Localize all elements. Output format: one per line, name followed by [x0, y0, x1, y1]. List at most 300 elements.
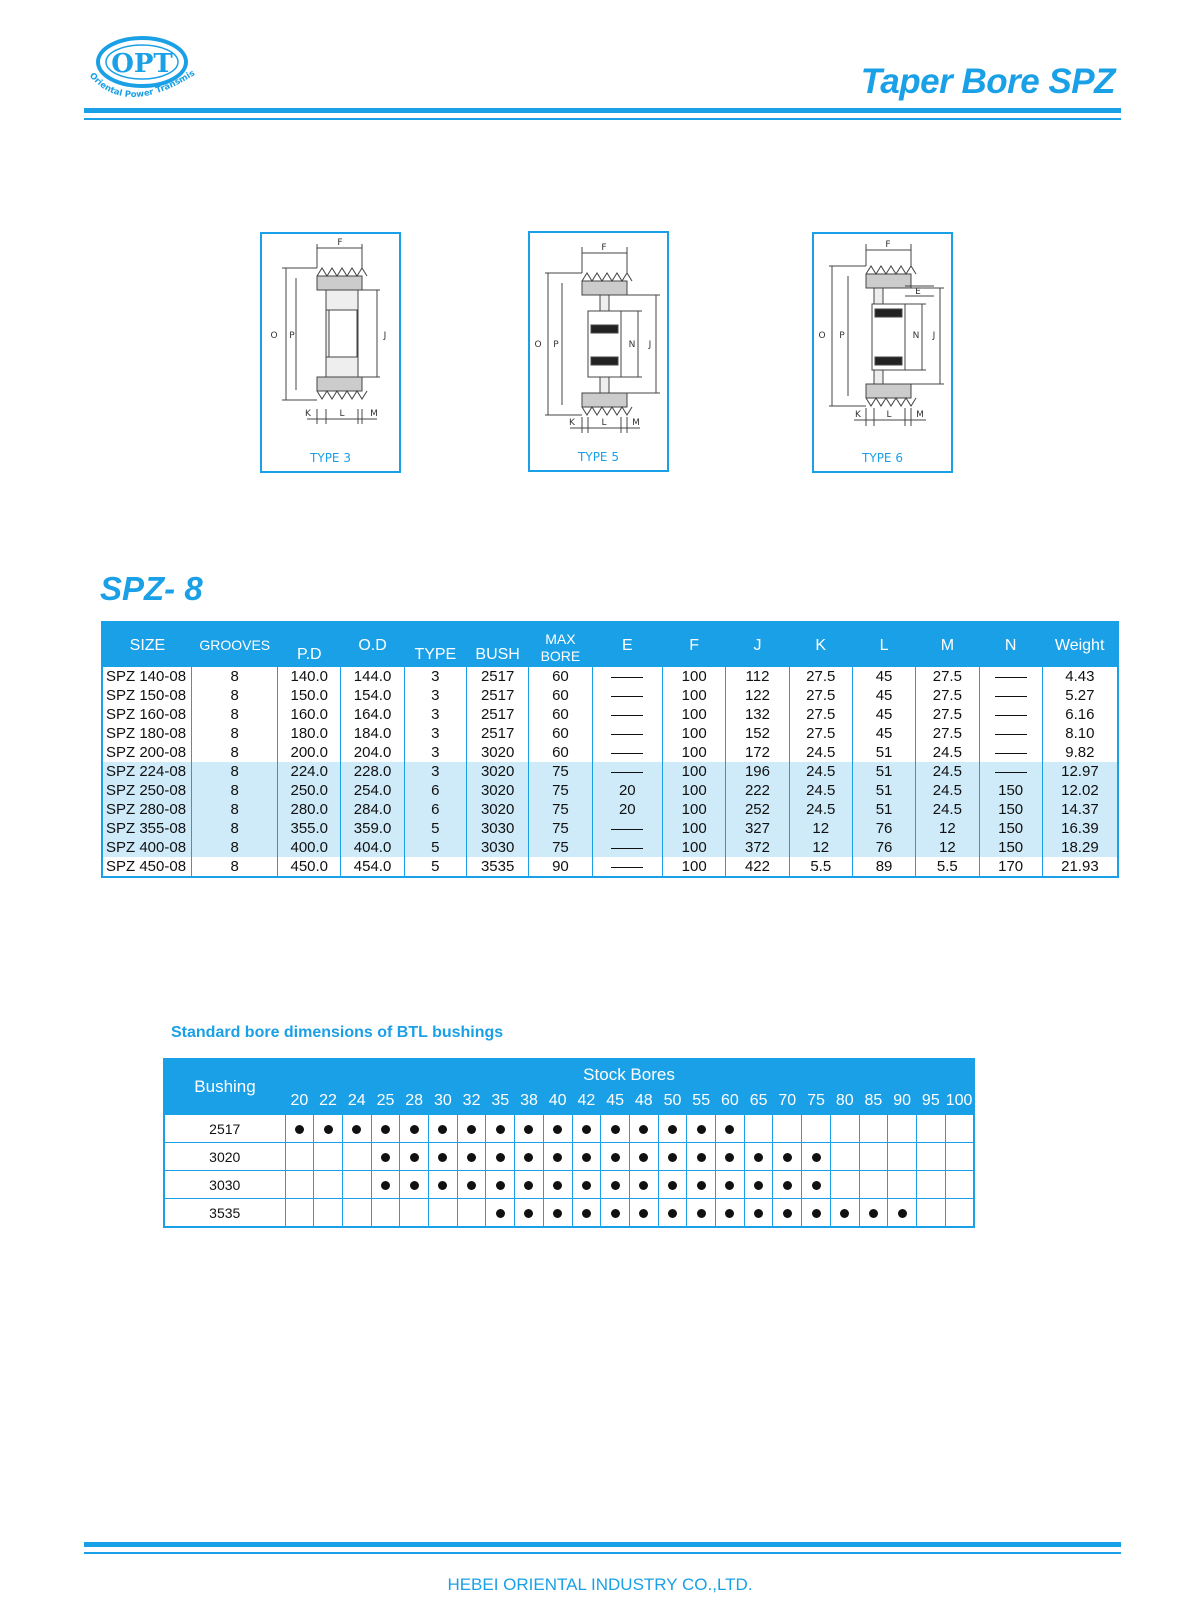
stock-dot: [582, 1125, 591, 1134]
svg-text:L: L: [886, 410, 892, 420]
table-row: [102, 857, 1118, 877]
bore-cell: [515, 1171, 544, 1199]
cell-l: 51: [852, 743, 915, 762]
cell-f: 100: [663, 762, 726, 781]
dash-mark: [995, 715, 1027, 716]
drawing-caption: TYPE 3: [310, 451, 351, 465]
stock-dot: [611, 1153, 620, 1162]
bore-cell: [716, 1171, 745, 1199]
dash-mark: [995, 734, 1027, 735]
stock-dot: [898, 1209, 907, 1218]
stock-dot: [467, 1153, 476, 1162]
cell-l: 45: [852, 686, 915, 705]
stock-dot: [639, 1153, 648, 1162]
cell-l: 45: [852, 724, 915, 743]
page-title: Taper Bore SPZ: [860, 62, 1115, 101]
cell-k: 24.5: [789, 800, 852, 819]
bore-table-body: [164, 1115, 974, 1228]
bore-cell: [687, 1199, 716, 1228]
bore-cell: [687, 1115, 716, 1143]
bore-row: [164, 1171, 974, 1199]
stock-dot: [553, 1125, 562, 1134]
bore-cell: [945, 1199, 974, 1228]
pulley-diagram-type-5: [530, 233, 671, 474]
bore-cell: [572, 1115, 601, 1143]
bore-cell: [716, 1115, 745, 1143]
cell-type: 3: [404, 705, 466, 724]
bore-cell: [601, 1115, 630, 1143]
bore-cell: [486, 1199, 515, 1228]
stock-dot: [611, 1181, 620, 1190]
cell-type: 3: [404, 686, 466, 705]
stock-dot: [697, 1153, 706, 1162]
cell-grooves: 8: [192, 819, 278, 838]
stock-dot: [611, 1125, 620, 1134]
cell-size: SPZ 180-08: [106, 725, 187, 742]
stock-dot: [410, 1125, 419, 1134]
cell-n: 150: [979, 800, 1042, 819]
bore-cell: [658, 1115, 687, 1143]
bore-cell: [400, 1171, 429, 1199]
cell-f: 100: [663, 667, 726, 686]
cell-grooves: 8: [192, 857, 278, 877]
dash-mark: [611, 734, 643, 735]
svg-text:M: M: [632, 418, 640, 428]
cell-j: 252: [726, 800, 789, 819]
cell-bush: 2517: [466, 724, 528, 743]
bore-cell: [342, 1171, 371, 1199]
stock-dot: [668, 1153, 677, 1162]
cell-m: 24.5: [916, 800, 979, 819]
bore-size-header: 24: [342, 1088, 371, 1115]
svg-text:O: O: [818, 331, 826, 341]
cell-grooves: 8: [192, 781, 278, 800]
cell-type: 5: [404, 819, 466, 838]
cell-f: 100: [663, 724, 726, 743]
bore-size-header: 70: [773, 1088, 802, 1115]
cell-od: 254.0: [341, 781, 404, 800]
cell-max-bore: 60: [529, 724, 592, 743]
stock-dot: [524, 1209, 533, 1218]
drawing-caption: TYPE 6: [862, 451, 903, 465]
svg-text:O: O: [270, 331, 278, 341]
bore-cell: [515, 1199, 544, 1228]
bore-cell: [802, 1115, 831, 1143]
stock-dot: [783, 1153, 792, 1162]
bore-cell: [802, 1171, 831, 1199]
bushing-label: 3030: [164, 1171, 285, 1199]
cell-max-bore: 75: [529, 838, 592, 857]
bore-cell: [916, 1171, 945, 1199]
stock-dot: [697, 1125, 706, 1134]
cell-pd: 200.0: [278, 743, 341, 762]
cell-max-bore: 60: [529, 667, 592, 686]
bore-row: [164, 1143, 974, 1171]
stock-dot: [582, 1153, 591, 1162]
stock-dot: [668, 1181, 677, 1190]
stock-dot: [438, 1153, 447, 1162]
bore-cell: [601, 1171, 630, 1199]
col-header-l: L: [852, 622, 915, 667]
cell-size: SPZ 200-08: [106, 744, 187, 761]
spec-table: [101, 621, 1119, 878]
bore-cell: [888, 1115, 917, 1143]
bore-size-header: 30: [429, 1088, 458, 1115]
cell-weight: 6.16: [1042, 705, 1118, 724]
bore-cell: [658, 1143, 687, 1171]
stock-dot: [524, 1125, 533, 1134]
cell-od: 164.0: [341, 705, 404, 724]
stock-dot: [783, 1209, 792, 1218]
bore-cell: [716, 1143, 745, 1171]
svg-text:K: K: [569, 418, 575, 428]
bore-cell: [945, 1115, 974, 1143]
bushing-label: 3020: [164, 1143, 285, 1171]
cell-j: 372: [726, 838, 789, 857]
dash-mark: [611, 715, 643, 716]
bore-cell: [830, 1143, 859, 1171]
cell-f: 100: [663, 800, 726, 819]
bore-cell: [658, 1199, 687, 1228]
cell-size: SPZ 450-08: [106, 858, 187, 875]
bore-size-header: 75: [802, 1088, 831, 1115]
cell-k: 27.5: [789, 686, 852, 705]
svg-text:P: P: [839, 331, 845, 341]
bore-size-header: 38: [515, 1088, 544, 1115]
cell-grooves: 8: [192, 667, 278, 686]
bore-cell: [400, 1143, 429, 1171]
cell-bush: 3020: [466, 781, 528, 800]
bore-cell: [744, 1199, 773, 1228]
cell-m: 24.5: [916, 781, 979, 800]
svg-text:F: F: [885, 240, 891, 250]
svg-text:J: J: [383, 331, 387, 341]
cell-grooves: 8: [192, 724, 278, 743]
col-header-n: N: [979, 622, 1042, 667]
cell-type: 6: [404, 800, 466, 819]
bore-cell: [629, 1115, 658, 1143]
cell-e: 20: [592, 781, 662, 800]
bore-cell: [859, 1115, 888, 1143]
cell-k: 24.5: [789, 781, 852, 800]
cell-type: 6: [404, 781, 466, 800]
dash-mark: [611, 677, 643, 678]
cell-m: 27.5: [916, 724, 979, 743]
drawing-type-3: [260, 232, 401, 473]
cell-grooves: 8: [192, 743, 278, 762]
stock-dot: [668, 1209, 677, 1218]
stock-dot: [496, 1181, 505, 1190]
dash-mark: [611, 696, 643, 697]
cell-max-bore: 75: [529, 762, 592, 781]
bore-size-header: 42: [572, 1088, 601, 1115]
bore-cell: [916, 1115, 945, 1143]
stock-bores-header: Stock Bores: [285, 1059, 974, 1088]
cell-l: 51: [852, 762, 915, 781]
stock-dot: [697, 1209, 706, 1218]
cell-n: 170: [979, 857, 1042, 877]
bore-cell: [400, 1199, 429, 1228]
cell-bush: 2517: [466, 667, 528, 686]
bore-cell: [859, 1199, 888, 1228]
cell-e: [592, 686, 662, 705]
cell-pd: 450.0: [278, 857, 341, 877]
stock-dot: [467, 1125, 476, 1134]
stock-dot: [639, 1209, 648, 1218]
cell-k: 27.5: [789, 724, 852, 743]
stock-dot: [352, 1125, 361, 1134]
cell-k: 12: [789, 819, 852, 838]
cell-j: 422: [726, 857, 789, 877]
company-logo: [84, 30, 214, 110]
stock-dot: [524, 1153, 533, 1162]
bore-cell: [457, 1143, 486, 1171]
bore-table-title: Standard bore dimensions of BTL bushings: [171, 1024, 504, 1041]
svg-text:L: L: [339, 409, 345, 419]
bore-cell: [429, 1115, 458, 1143]
table-row: [102, 724, 1118, 743]
pulley-diagram-type-3: [262, 234, 403, 475]
stock-dot: [754, 1181, 763, 1190]
bore-size-header: 90: [888, 1088, 917, 1115]
table-row: [102, 819, 1118, 838]
drawing-caption: TYPE 5: [578, 450, 619, 464]
bore-cell: [429, 1199, 458, 1228]
cell-max-bore: 60: [529, 686, 592, 705]
bore-cell: [687, 1171, 716, 1199]
cell-bush: 3030: [466, 838, 528, 857]
cell-e: [592, 667, 662, 686]
cell-od: 154.0: [341, 686, 404, 705]
bore-header-row: [164, 1059, 974, 1088]
bore-cell: [716, 1199, 745, 1228]
dash-mark: [611, 753, 643, 754]
stock-dot: [812, 1209, 821, 1218]
cell-e: [592, 838, 662, 857]
stock-dot: [410, 1181, 419, 1190]
table-row: [102, 762, 1118, 781]
cell-e: [592, 819, 662, 838]
cell-od: 359.0: [341, 819, 404, 838]
col-header-m: M: [916, 622, 979, 667]
cell-weight: 21.93: [1042, 857, 1118, 877]
stock-dot: [324, 1125, 333, 1134]
cell-j: 152: [726, 724, 789, 743]
col-header-max-bore: MAX BORE: [529, 622, 592, 667]
dash-mark: [995, 753, 1027, 754]
cell-od: 184.0: [341, 724, 404, 743]
stock-dot: [553, 1209, 562, 1218]
cell-grooves: 8: [192, 686, 278, 705]
svg-text:F: F: [337, 238, 343, 248]
cell-j: 222: [726, 781, 789, 800]
cell-type: 3: [404, 743, 466, 762]
dash-mark: [995, 677, 1027, 678]
table-row: [102, 667, 1118, 686]
cell-f: 100: [663, 705, 726, 724]
cell-n: [979, 743, 1042, 762]
bore-cell: [486, 1171, 515, 1199]
stock-dot: [725, 1153, 734, 1162]
bore-cell: [601, 1199, 630, 1228]
cell-n: 150: [979, 819, 1042, 838]
bore-cell: [371, 1115, 400, 1143]
bore-table: [163, 1058, 975, 1228]
cell-od: 454.0: [341, 857, 404, 877]
cell-size: SPZ 280-08: [102, 800, 192, 819]
col-header-j: J: [726, 622, 789, 667]
cell-pd: 400.0: [278, 838, 341, 857]
dash-mark: [611, 867, 643, 868]
stock-dot: [381, 1153, 390, 1162]
header-rule-thin: [84, 118, 1121, 120]
cell-m: 27.5: [916, 667, 979, 686]
bore-cell: [629, 1171, 658, 1199]
bore-sizes-row: [164, 1088, 974, 1115]
cell-k: 24.5: [789, 743, 852, 762]
cell-bush: 3020: [466, 743, 528, 762]
cell-type: 3: [404, 762, 466, 781]
bore-cell: [457, 1115, 486, 1143]
bore-cell: [830, 1171, 859, 1199]
svg-text:N: N: [912, 331, 920, 341]
cell-m: 5.5: [916, 857, 979, 877]
cell-pd: 180.0: [278, 724, 341, 743]
col-header-weight: Weight: [1042, 622, 1118, 667]
cell-od: 144.0: [341, 667, 404, 686]
cell-pd: 160.0: [278, 705, 341, 724]
bore-cell: [314, 1115, 343, 1143]
cell-grooves: 8: [192, 838, 278, 857]
spec-table-body: [102, 667, 1118, 877]
bore-cell: [429, 1171, 458, 1199]
stock-dot: [725, 1125, 734, 1134]
stock-dot: [725, 1209, 734, 1218]
cell-l: 89: [852, 857, 915, 877]
cell-pd: 280.0: [278, 800, 341, 819]
bore-cell: [314, 1171, 343, 1199]
stock-dot: [697, 1181, 706, 1190]
bore-size-header: 35: [486, 1088, 515, 1115]
cell-j: 112: [726, 667, 789, 686]
cell-pd: 224.0: [278, 762, 341, 781]
bore-cell: [342, 1115, 371, 1143]
bore-cell: [859, 1143, 888, 1171]
bore-cell: [543, 1171, 572, 1199]
stock-dot: [639, 1125, 648, 1134]
cell-e: [592, 857, 662, 877]
bore-cell: [773, 1199, 802, 1228]
cell-j: 196: [726, 762, 789, 781]
cell-max-bore: 75: [529, 819, 592, 838]
bore-size-header: 22: [314, 1088, 343, 1115]
bore-cell: [285, 1199, 314, 1228]
bore-size-header: 45: [601, 1088, 630, 1115]
dash-mark: [611, 848, 643, 849]
bore-cell: [830, 1115, 859, 1143]
cell-e: [592, 724, 662, 743]
cell-weight: 8.10: [1042, 724, 1118, 743]
drawing-type-5: [528, 231, 669, 472]
cell-od: 404.0: [341, 838, 404, 857]
bore-cell: [629, 1199, 658, 1228]
bore-cell: [658, 1171, 687, 1199]
footer-rule-thin: [84, 1552, 1121, 1554]
bore-cell: [601, 1143, 630, 1171]
stock-dot: [582, 1181, 591, 1190]
svg-text:F: F: [601, 243, 607, 253]
bore-size-header: 60: [716, 1088, 745, 1115]
cell-f: 100: [663, 781, 726, 800]
stock-dot: [725, 1181, 734, 1190]
cell-l: 76: [852, 819, 915, 838]
svg-text:P: P: [553, 340, 559, 350]
bore-cell: [629, 1143, 658, 1171]
bore-cell: [371, 1199, 400, 1228]
bore-row: [164, 1115, 974, 1143]
col-header-size: SIZE: [102, 622, 192, 667]
bore-size-header: 85: [859, 1088, 888, 1115]
bore-cell: [285, 1171, 314, 1199]
cell-f: 100: [663, 686, 726, 705]
table-row: [102, 686, 1118, 705]
stock-dot: [381, 1181, 390, 1190]
table-row: [102, 705, 1118, 724]
stock-dot: [812, 1153, 821, 1162]
cell-grooves: 8: [192, 762, 278, 781]
bore-size-header: 48: [629, 1088, 658, 1115]
cell-grooves: 8: [192, 800, 278, 819]
cell-type: 3: [404, 667, 466, 686]
cell-grooves: 8: [192, 705, 278, 724]
bore-cell: [945, 1171, 974, 1199]
svg-text:J: J: [932, 331, 936, 341]
cell-m: 12: [916, 819, 979, 838]
col-header-pd: P.D: [278, 622, 341, 667]
spec-header-row: [102, 622, 1118, 667]
bore-cell: [888, 1143, 917, 1171]
bore-cell: [342, 1143, 371, 1171]
bore-cell: [744, 1171, 773, 1199]
stock-dot: [295, 1125, 304, 1134]
bore-cell: [515, 1143, 544, 1171]
table-row: [102, 800, 1118, 819]
cell-m: 27.5: [916, 686, 979, 705]
bore-cell: [773, 1143, 802, 1171]
svg-text:N: N: [628, 340, 636, 350]
stock-dot: [582, 1209, 591, 1218]
bore-cell: [457, 1199, 486, 1228]
cell-n: [979, 705, 1042, 724]
cell-od: 204.0: [341, 743, 404, 762]
bore-cell: [314, 1199, 343, 1228]
bore-size-header: 65: [744, 1088, 773, 1115]
dash-mark: [611, 772, 643, 773]
cell-l: 45: [852, 667, 915, 686]
bore-cell: [429, 1143, 458, 1171]
cell-k: 27.5: [789, 705, 852, 724]
cell-bush: 3535: [466, 857, 528, 877]
bore-cell: [543, 1115, 572, 1143]
cell-size: SPZ 250-08: [102, 781, 192, 800]
cell-pd: 250.0: [278, 781, 341, 800]
stock-dot: [812, 1181, 821, 1190]
cell-size: SPZ 150-08: [106, 687, 187, 704]
bore-size-header: 40: [543, 1088, 572, 1115]
bore-size-header: 25: [371, 1088, 400, 1115]
svg-text:J: J: [648, 340, 652, 350]
cell-max-bore: 60: [529, 705, 592, 724]
